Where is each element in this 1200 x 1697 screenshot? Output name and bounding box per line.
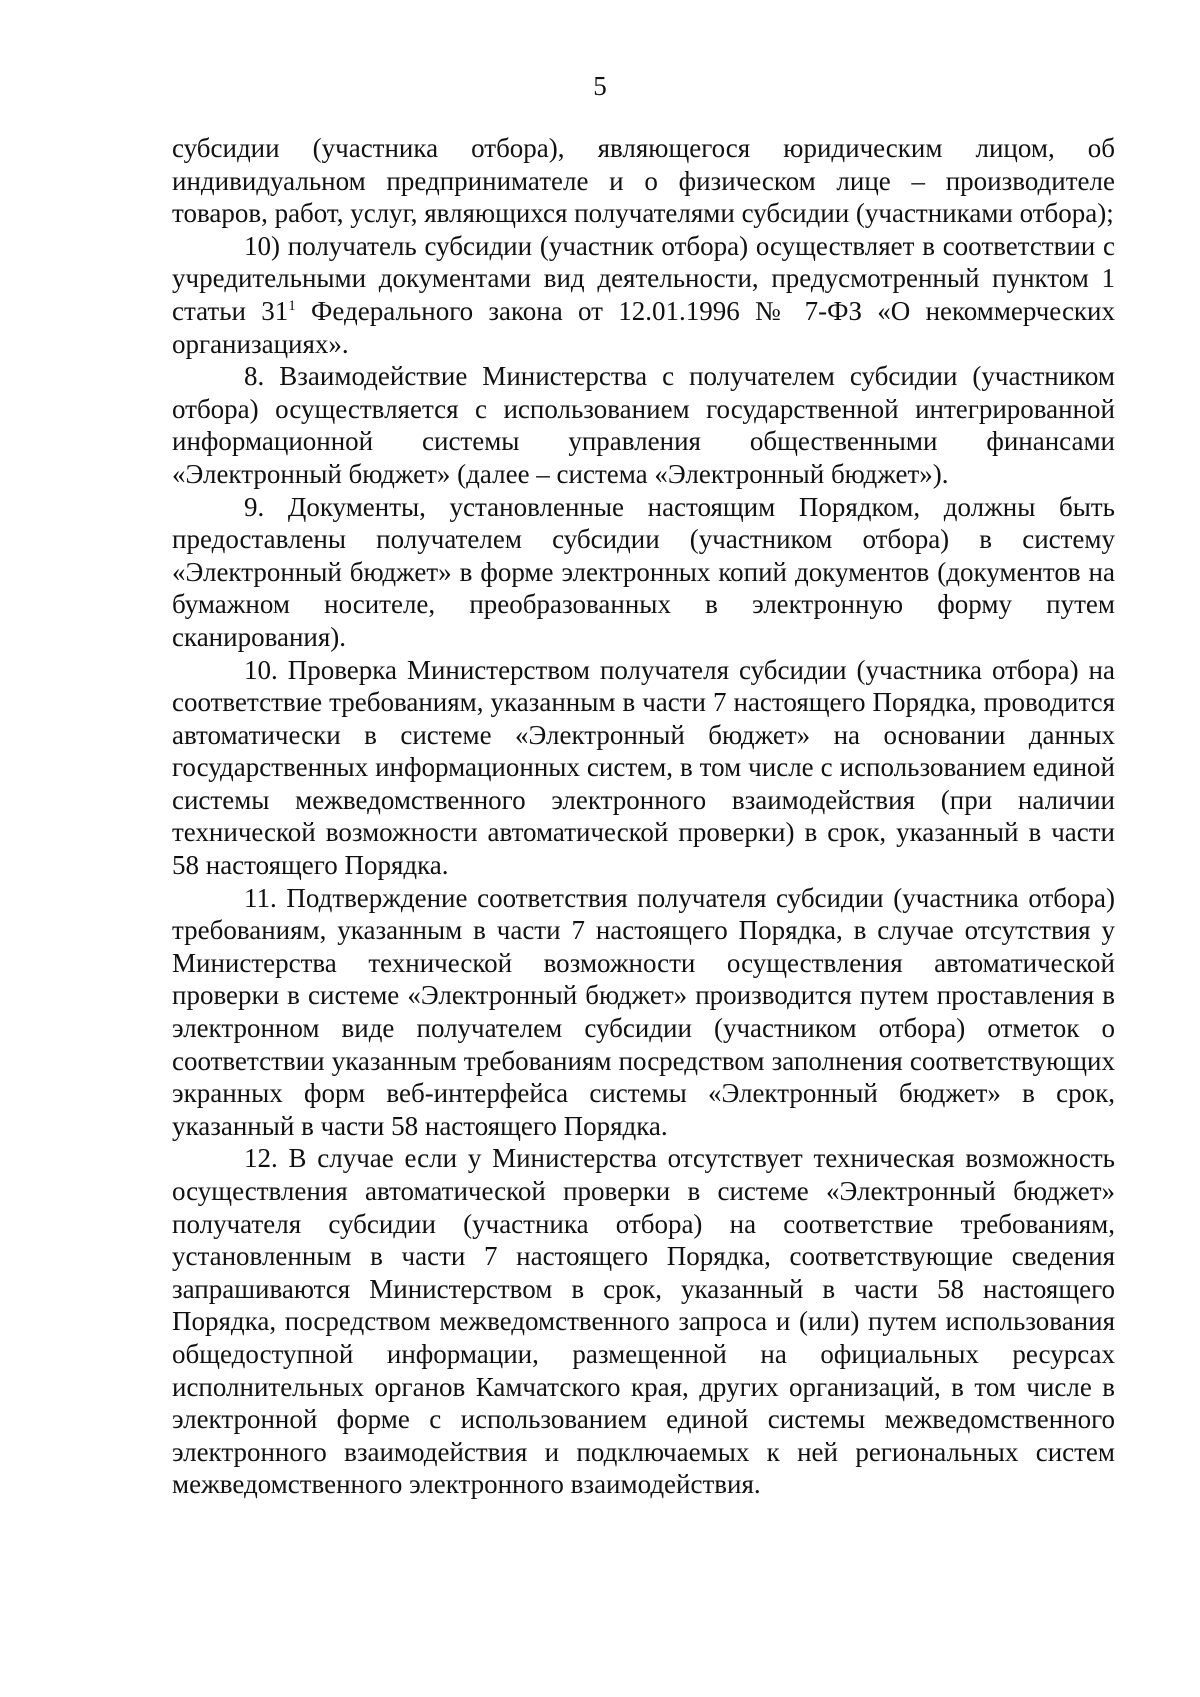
paragraph-section-10: 10. Проверка Министерством получателя субсидии (участника отбора) на соответствие требованиям, указанным в части 7 настоящего Порядка, проводится автоматически в системе «Электронный бюджет» на основании данных государственных информационных систем, в том числе с использованием единой системы межведомственного электронного взаимодействия (при наличии технической возможности автоматической проверки) в срок, указанный в части 58 настоящего Порядка. <box>172 654 1115 881</box>
paragraph-item-10-text: 10) получатель субсидии (участник отбора) осуществляет в соответствии с учредительными документами вид деятельности, предусмотренный пунктом 1 статьи 31 <box>172 230 1115 326</box>
paragraph-section-12: 12. В случае если у Министерства отсутствует техническая возможность осуществления автоматической проверки в системе «Электронный бюджет» получателя субсидии (участника отбора) на соответствие требованиям, установленным в части 7 настоящего Порядка, соответствующие сведения запрашиваются Министерством в срок, указанный в части 58 настоящего Порядка, посредством межведомственного запроса и (или) путем использования общедоступной информации, размещенной на официальных ресурсах исполнительных органов Камчатского края, других организаций, в том числе в электронной форме с использованием единой системы межведомственного электронного взаимодействия и подключаемых к ней региональных систем межведомственного электронного взаимодействия. <box>172 1143 1115 1500</box>
paragraph-continuation: субсидии (участника отбора), являющегося юридическим лицом, об индивидуальном предпринимателе и о физическом лице – производителе товаров, работ, услуг, являющихся получателями субсидии (участниками отбора); <box>172 133 1115 229</box>
paragraph-item-10 <box>172 230 1115 360</box>
paragraph-section-9: 9. Документы, установленные настоящим Порядком, должны быть предоставлены получателем субсидии (участником отбора) в систему «Электронный бюджет» в форме электронных копий документов (документов на бумажном носителе, преобразованных в электронную форму путем сканирования). <box>172 491 1115 652</box>
paragraph-item-10-tail: Федерального закона от 12.01.1996 № 7-ФЗ «О некоммерческих организациях». <box>172 295 1116 359</box>
paragraph-section-8: 8. Взаимодействие Министерства с получателем субсидии (участником отбора) осуществляется с использованием государственной интегрированной информационной системы управления общественными финансами «Электронный бюджет» (далее – система «Электронный бюджет»). <box>172 361 1115 489</box>
document-body <box>172 132 1115 1501</box>
superscript-index: 1 <box>288 297 296 314</box>
page-number: 5 <box>593 71 607 101</box>
paragraph-section-11: 11. Подтверждение соответствия получателя субсидии (участника отбора) требованиям, указанным в части 7 настоящего Порядка, в случае отсутствия у Министерства технической возможности осуществления автоматической проверки в системе «Электронный бюджет» производится путем проставления в электронном виде получателем субсидии (участником отбора) отметок о соответствии указанным требованиям посредством заполнения соответствующих экранных форм веб-интерфейса системы «Электронный бюджет» в срок, указанный в части 58 настоящего Порядка. <box>172 882 1115 1141</box>
